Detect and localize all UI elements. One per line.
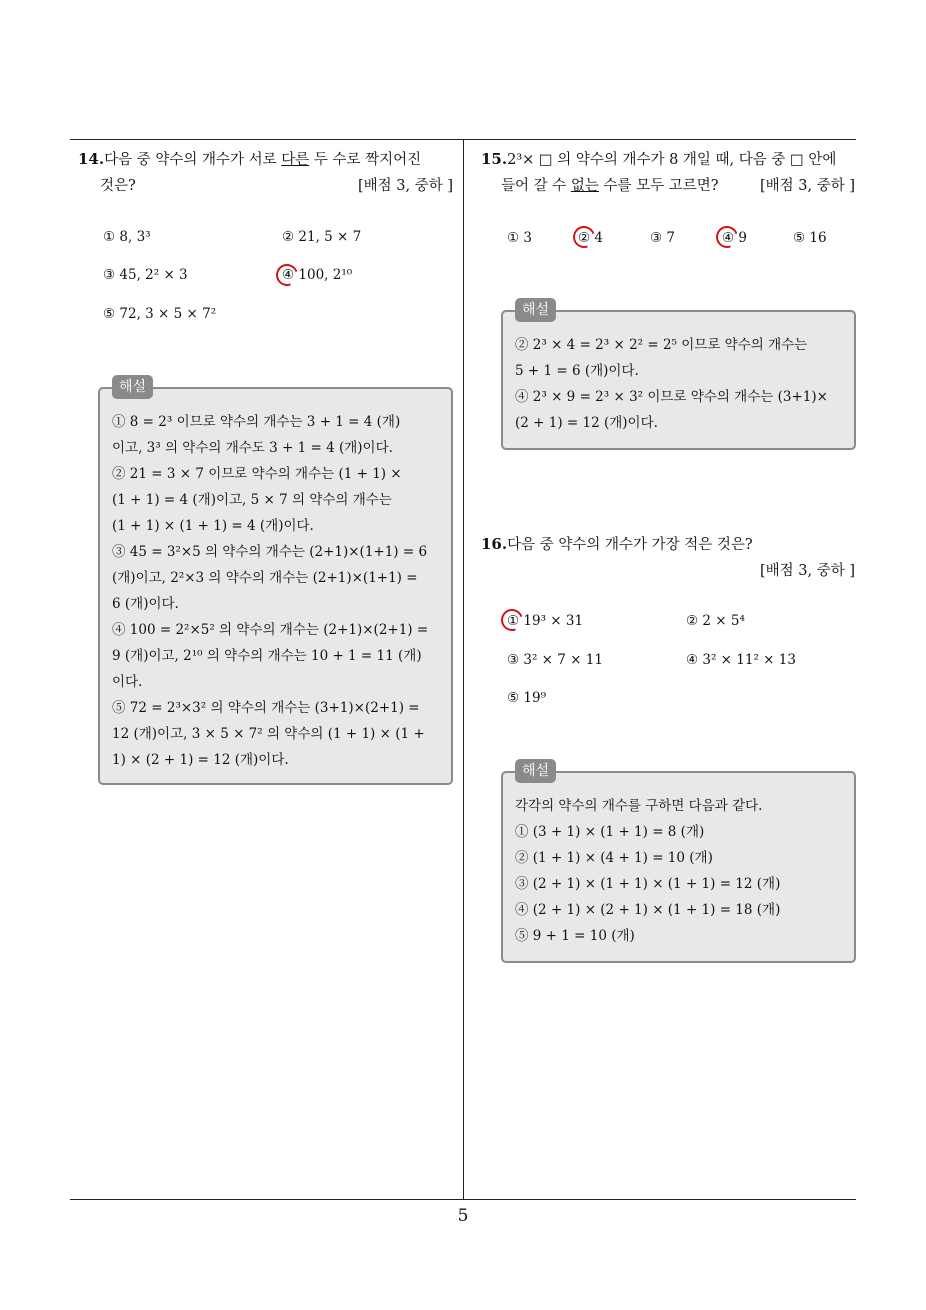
explanation-label: 해설 — [515, 298, 556, 322]
explanation-line: ⑤ 9 + 1 = 10 (개) — [515, 928, 635, 944]
q15-option-2[interactable]: ② 4 — [578, 230, 603, 246]
q14-explanation-box — [98, 379, 453, 785]
explanation-line: (개)이고, 2²×3 의 약수의 개수는 (2+1)×(1+1) = — [112, 570, 418, 586]
question-16 — [481, 531, 855, 584]
q15-option-5[interactable]: ⑤ 16 — [793, 230, 827, 246]
q16-option-1[interactable]: ① 19³ × 31 — [507, 613, 584, 629]
answer-circle-mark — [569, 222, 598, 251]
q15-option-1[interactable]: ① 3 — [507, 230, 532, 246]
q14-option-2[interactable]: ② 21, 5 × 7 — [282, 229, 362, 245]
answer-circle-mark — [712, 222, 741, 251]
explanation-line: ⑤ 72 = 2³×3² 의 약수의 개수는 (3+1)×(2+1) = — [112, 700, 420, 716]
q16-option-4[interactable]: ④ 3² × 11² × 13 — [686, 652, 796, 668]
explanation-line: 12 (개)이고, 3 × 5 × 7² 의 약수의 (1 + 1) × (1 + — [112, 726, 425, 742]
answer-circle-mark — [272, 260, 301, 289]
q16-option-2[interactable]: ② 2 × 5⁴ — [686, 613, 745, 629]
explanation-line: 5 + 1 = 6 (개)이다. — [515, 363, 639, 379]
explanation-line: ② 21 = 3 × 7 이므로 약수의 개수는 (1 + 1) × — [112, 466, 402, 482]
explanation-line: ② (1 + 1) × (4 + 1) = 10 (개) — [515, 850, 713, 866]
explanation-line: ③ (2 + 1) × (1 + 1) × (1 + 1) = 12 (개) — [515, 876, 781, 892]
explanation-line: ③ 45 = 3²×5 의 약수의 개수는 (2+1)×(1+1) = 6 — [112, 544, 428, 560]
explanation-line: ④ 100 = 2²×5² 의 약수의 개수는 (2+1)×(2+1) = — [112, 622, 429, 638]
explanation-label: 해설 — [112, 375, 153, 399]
explanation-line: ① 8 = 2³ 이므로 약수의 개수는 3 + 1 = 4 (개) — [112, 414, 401, 430]
question-number: 15. — [481, 150, 508, 168]
bottom-rule — [70, 1199, 856, 1200]
q15-option-3[interactable]: ③ 7 — [650, 230, 675, 246]
explanation-line: ④ 2³ × 9 = 2³ × 3² 이므로 약수의 개수는 (3+1)× — [515, 389, 828, 405]
explanation-line: (1 + 1) × (1 + 1) = 4 (개)이다. — [112, 518, 314, 534]
q14-option-4[interactable]: ④ 100, 2¹⁰ — [282, 267, 353, 283]
question-number: 16. — [481, 535, 508, 553]
explanation-line: 1) × (2 + 1) = 12 (개)이다. — [112, 752, 289, 768]
question-15 — [481, 146, 855, 199]
explanation-line: 이다. — [112, 674, 143, 690]
q16-option-5[interactable]: ⑤ 19⁹ — [507, 690, 546, 706]
q15-explanation-box — [501, 302, 856, 450]
explanation-line: 이고, 3³ 의 약수의 개수도 3 + 1 = 4 (개)이다. — [112, 440, 393, 456]
question-14 — [78, 146, 453, 199]
explanation-line: ① (3 + 1) × (1 + 1) = 8 (개) — [515, 824, 705, 840]
explanation-line: 6 (개)이다. — [112, 596, 179, 612]
explanation-line: (2 + 1) = 12 (개)이다. — [515, 415, 658, 431]
page-number: 5 — [457, 1206, 469, 1226]
question-meta: [배점 3, 중하 ] — [357, 178, 453, 194]
explanation-line: 각각의 약수의 개수를 구하면 다음과 같다. — [515, 798, 763, 814]
question-meta: [배점 3, 중하 ] — [759, 178, 855, 194]
question-16-line2 — [481, 558, 855, 584]
question-meta: [배점 3, 중하 ] — [759, 563, 855, 579]
question-14-line2: 것은? [배점 3, 중하 ] — [78, 173, 453, 199]
question-14-line1: 14.다음 중 약수의 개수가 서로 다른 두 수로 짝지어진 — [78, 150, 422, 168]
q16-option-3[interactable]: ③ 3² × 7 × 11 — [507, 652, 603, 668]
explanation-line: (1 + 1) = 4 (개)이고, 5 × 7 의 약수의 개수는 — [112, 492, 392, 508]
explanation-line: ④ (2 + 1) × (2 + 1) × (1 + 1) = 18 (개) — [515, 902, 781, 918]
question-16-line1: 16.다음 중 약수의 개수가 가장 적은 것은? — [481, 535, 753, 553]
q16-explanation-box — [501, 763, 856, 963]
explanation-line: 9 (개)이고, 2¹⁰ 의 약수의 개수는 10 + 1 = 11 (개) — [112, 648, 422, 664]
explanation-line: ② 2³ × 4 = 2³ × 2² = 2⁵ 이므로 약수의 개수는 — [515, 337, 808, 353]
explanation-label: 해설 — [515, 759, 556, 783]
column-divider — [463, 139, 464, 1200]
q14-option-1[interactable]: ① 8, 3³ — [103, 229, 151, 245]
q15-option-4[interactable]: ④ 9 — [722, 230, 747, 246]
question-15-line1: 15.2³× □ 의 약수의 개수가 8 개일 때, 다음 중 □ 안에 — [481, 150, 837, 168]
question-number: 14. — [78, 150, 105, 168]
q14-option-5[interactable]: ⑤ 72, 3 × 5 × 7² — [103, 306, 217, 322]
answer-circle-mark — [497, 605, 526, 634]
q14-option-3[interactable]: ③ 45, 2² × 3 — [103, 267, 188, 283]
question-15-line2: 들어 갈 수 없는 수를 모두 고르면? [배점 3, 중하 ] — [481, 173, 855, 199]
